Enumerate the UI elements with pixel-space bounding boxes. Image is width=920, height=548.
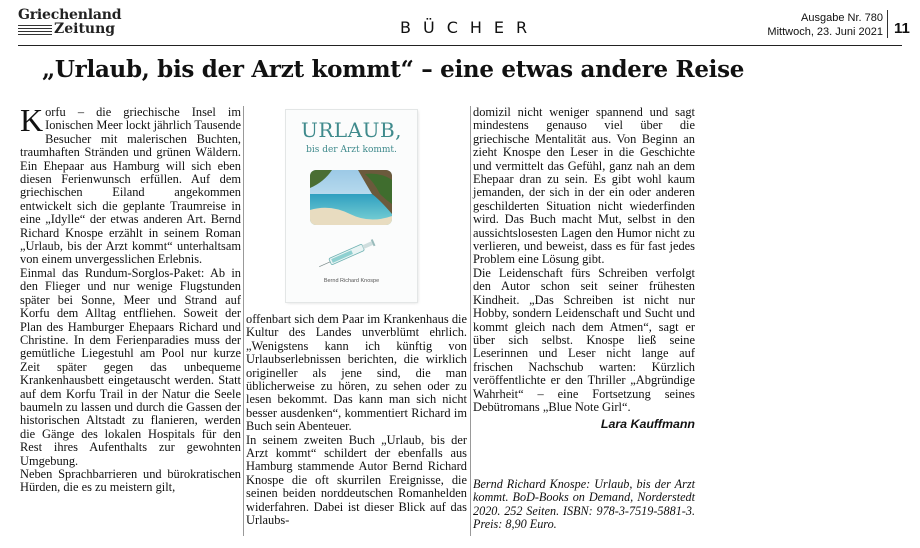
- issue-info: [767, 11, 883, 39]
- article-headline: „Urlaub, bis der Arzt kommt“ – eine etwas andere Reise: [42, 56, 745, 83]
- header-rule: [18, 45, 902, 46]
- article-column-3: [473, 106, 695, 432]
- section-title: BÜCHER: [400, 18, 540, 37]
- cover-beach-image: [310, 170, 392, 225]
- paragraph: domizil nicht weniger spannend und sagt mindestens genauso viel über die griechische Mentalität aus. Von Beginn an zieht Knospe den Leser in die Geschichte und vermittelt das Gefühl, ganz nah an dem Ehepaar dran zu sein. Es gibt wohl kaum jemanden, der sich in der ein oder anderen geschilderten Situation nicht wiederfinden wird. Das Buch macht Mut, selbst in den aussichtslosesten Lagen den Humor nicht zu verlieren, und beweist, dass es für fast jedes Problem eine Lösung gibt.: [473, 105, 695, 267]
- syringe-icon: [314, 232, 389, 272]
- article-author: Lara Kauffmann: [600, 417, 695, 432]
- paragraph: Neben Sprachbarrieren und bürokratischen Hürden, die es zu meistern gilt,: [20, 466, 241, 495]
- cover-subtitle: bis der Arzt kommt.: [306, 145, 397, 155]
- paragraph: In seinem zweiten Buch „Urlaub, bis der Arzt kommt“ schildert der ebenfalls aus Hamburg stammende Autor Bernd Richard Knospe die oft skurrilen Ereignisse, die seinen beiden norddeutschen Romanhelden widerfahren. Dabei ist dieser Blick auf das Urlaubs-: [246, 432, 467, 528]
- newspaper-logo: [18, 7, 122, 37]
- issue-number: Ausgabe Nr. 780: [801, 12, 883, 24]
- paragraph-text: orfu – die griechische Insel im Ionischen Meer lockt jährlich Tausende Besucher mit malerischen Buchten, traumhaften Stränden und grünen Wäldern. Ein Ehepaar aus Hamburg will sich eben diesen Ferienwunsch erfüllen. Auf dem griechischen Eiland angekommen entwickelt sich die geplante Traumreise in eine „Idylle“ der etwas anderen Art. Bernd Richard Knospe erzählt in seinem Roman „Urlaub, bis der Arzt kommt“ unterhaltsam von einem unvergesslichen Erlebnis.: [20, 105, 241, 267]
- cover-author: Bernd Richard Knospe: [323, 278, 380, 284]
- cover-title: URLAUB,: [300, 118, 403, 142]
- paragraph: Die Leidenschaft fürs Schreiben verfolgt den Autor schon seit seiner frühesten Kindheit. „Das Schreiben ist nicht nur Hobby, sondern Leidenschaft und Sucht und kommt gleich nach dem Atmen“, sagt er über sich selbst. Knospe ließ seine Leserinnen und Leser nicht lange auf frischen Nachschub warten: Kürzlich veröffentlichte er den Thriller „Abgründige Wahrheit“ – eine Fortsetzung seines Debütromans „Blue Note Girl“.: [473, 265, 695, 414]
- page-number: 11: [894, 20, 910, 37]
- header-divider: [887, 10, 888, 38]
- paragraph: offenbart sich dem Paar im Krankenhaus die Kultur des Landes unverblümt ehrlich. „Wenigstens kann ich künftig von Urlaubserlebnissen berichten, die wirklich origineller als jene sind, die man üblicherweise zu hören, zu sehen oder zu lesen bekommt. Das kann man sich nicht besser ausdenken“, kommentiert Richard im Buch sein Abenteuer.: [246, 312, 467, 434]
- book-cover: [286, 110, 417, 302]
- page-header: [0, 0, 920, 46]
- drop-cap: K: [20, 102, 44, 138]
- column-divider: [470, 106, 471, 536]
- logo-line2: [18, 22, 118, 36]
- paragraph: Einmal das Rundum-Sorglos-Paket: Ab in den Flieger und nur wenige Flugstunden später bei Sonne, Meer und Strand auf Korfu dem Alltag entfliehen. Soweit der Plan des Hamburger Ehepaars Richard und Christine. In dem Ferienparadies muss der gemütliche Liegestuhl am Pool nur kurze Zeit später gegen das unbequeme Krankenhausbett eingetauscht werden. Statt auf dem Korfu Trail in der Natur die Seele baumeln zu lassen und durch die Gassen der historischen Altstadt zu flanieren, werden die Gänge des lokalen Hospitals für den Rest ihres Aufenthalts zur gewohnten Umgebung.: [20, 265, 241, 468]
- article-column-1: [20, 102, 241, 495]
- book-bibliography: Bernd Richard Knospe: Urlaub, bis der Arzt kommt. BoD-Books on Demand, Norderstedt 2020. 252 Seiten. ISBN: 978-3-7519-5881-3. Preis: 8,90 Euro.: [473, 477, 695, 532]
- logo-line2-text: Zeitung: [54, 21, 116, 37]
- issue-date: Mittwoch, 23. Juni 2021: [767, 26, 883, 38]
- logo-stripes-icon: [18, 25, 52, 35]
- paragraph: [20, 102, 241, 267]
- beach-image-icon: [310, 170, 392, 225]
- article-column-2: [246, 313, 467, 528]
- logo-line1: Griechenland: [18, 7, 122, 23]
- column-divider: [243, 106, 244, 536]
